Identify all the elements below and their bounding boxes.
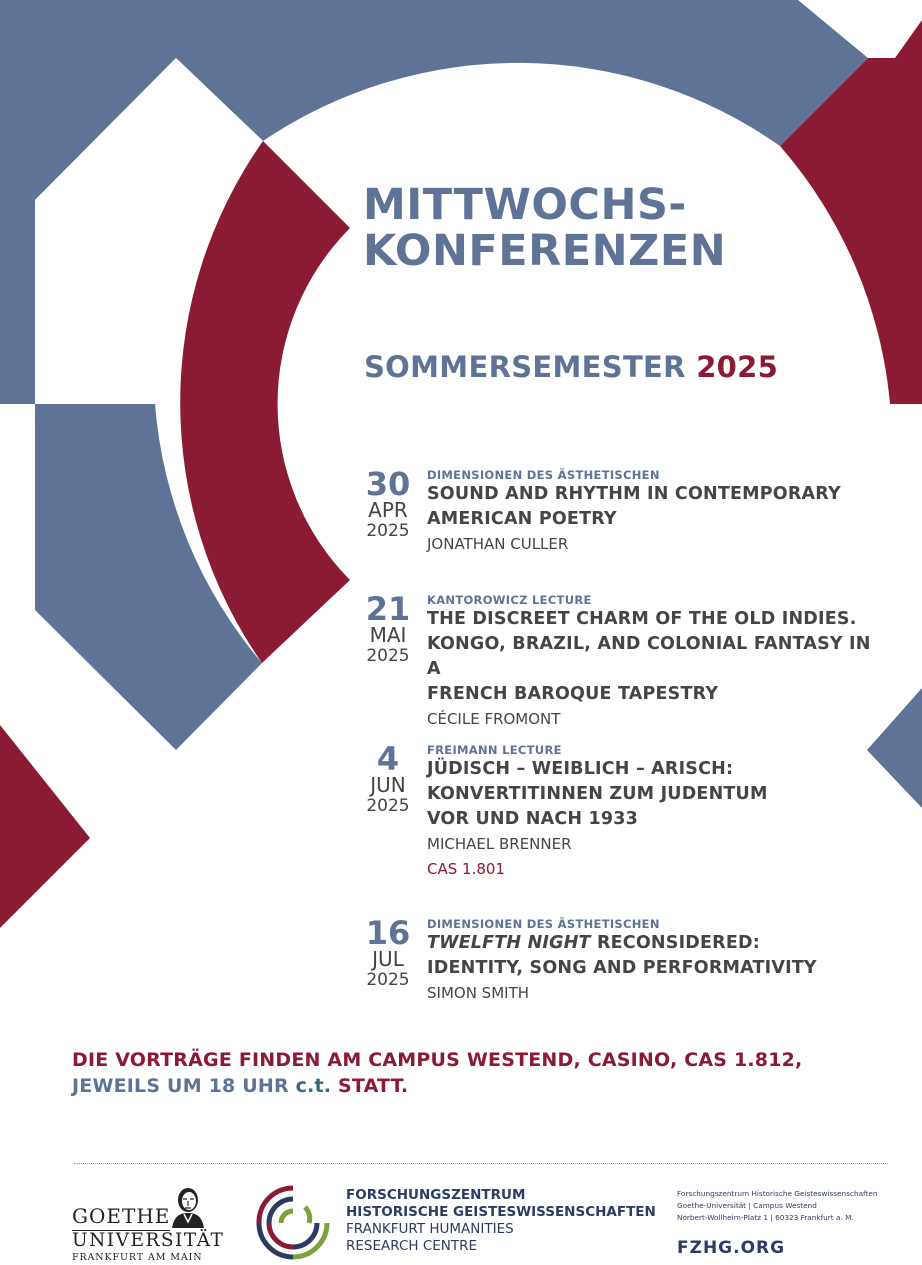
event-series: KANTOROWICZ LECTURE xyxy=(427,593,592,607)
event-date xyxy=(362,914,414,991)
fzhg-name-line: FRANKFURT HUMANITIES xyxy=(346,1221,514,1237)
event-title-line: VOR UND NACH 1933 xyxy=(427,809,639,829)
event-month: JUN xyxy=(370,773,406,797)
fzhg-name-line: HISTORISCHE GEISTESWISSENSCHAFTEN xyxy=(346,1204,656,1220)
event-year: 2025 xyxy=(366,796,410,816)
event-month: JUL xyxy=(372,947,404,971)
red-left-shape xyxy=(0,725,90,928)
event-title-line: KONGO, BRAZIL, AND COLONIAL FANTASY IN A xyxy=(427,634,871,679)
title-line-1: MITTWOCHS- xyxy=(363,180,687,230)
event-title-rest: RECONSIDERED: xyxy=(590,933,760,953)
event-title-line: AMERICAN POETRY xyxy=(427,509,617,529)
semester-year: 2025 xyxy=(696,350,779,384)
event-date xyxy=(362,465,414,542)
event-day: 30 xyxy=(365,465,411,503)
event-year: 2025 xyxy=(366,646,410,666)
event-day: 4 xyxy=(376,740,400,778)
title-line-2: KONFERENZEN xyxy=(363,226,727,276)
event-info xyxy=(427,743,887,881)
event-speaker: SIMON SMITH xyxy=(427,984,530,1002)
page-title xyxy=(363,182,726,274)
venue-statt: STATT. xyxy=(331,1075,409,1097)
address-line: Goethe-Universität | Campus Westend xyxy=(677,1201,817,1210)
event-date xyxy=(362,590,414,667)
contact-address xyxy=(677,1188,877,1224)
venue-line-1: DIE VORTRÄGE FINDEN AM CAMPUS WESTEND, CASINO, CAS 1.812, xyxy=(72,1049,803,1071)
event-title-line: IDENTITY, SONG AND PERFORMATIVITY xyxy=(427,958,817,978)
event-title-line: JÜDISCH – WEIBLICH – ARISCH: xyxy=(427,759,734,779)
event-info xyxy=(427,917,887,1006)
goethe-logo-word: UNIVERSITÄT xyxy=(72,1230,225,1251)
footer-divider xyxy=(74,1163,888,1164)
address-line: Norbert-Wollheim-Platz 1 | 60323 Frankfurt a. M. xyxy=(677,1213,854,1222)
event-room: CAS 1.801 xyxy=(427,860,505,878)
event-month: APR xyxy=(368,498,408,522)
goethe-university-logo xyxy=(72,1186,225,1264)
event-title-line: THE DISCREET CHARM OF THE OLD INDIES. xyxy=(427,609,857,629)
venue-time: JEWEILS UM 18 UHR xyxy=(72,1075,296,1097)
event-title-line: FRENCH BAROQUE TAPESTRY xyxy=(427,684,719,704)
fzhg-name-line: FORSCHUNGSZENTRUM xyxy=(346,1187,526,1203)
event-speaker: CÉCILE FROMONT xyxy=(427,710,561,728)
event-series: DIMENSIONEN DES ÄSTHETISCHEN xyxy=(427,468,660,482)
website-link[interactable]: FZHG.ORG xyxy=(677,1238,786,1258)
venue-ct: c.t. xyxy=(295,1075,332,1097)
event-date xyxy=(362,740,414,817)
event-day: 16 xyxy=(365,914,411,952)
event-year: 2025 xyxy=(366,521,410,541)
event-day: 21 xyxy=(365,590,411,628)
event-month: MAI xyxy=(369,623,407,647)
event-speaker: JONATHAN CULLER xyxy=(427,535,569,553)
fzhg-name xyxy=(346,1187,656,1255)
event-title-line: SOUND AND RHYTHM IN CONTEMPORARY xyxy=(427,484,841,504)
fzhg-logo-icon xyxy=(253,1183,333,1261)
event-info xyxy=(427,468,887,557)
semester-label: SOMMERSEMESTER xyxy=(364,350,686,384)
fzhg-name-line: RESEARCH CENTRE xyxy=(346,1238,478,1254)
venue-line-2 xyxy=(72,1073,802,1099)
semester-heading xyxy=(364,350,778,384)
event-title-italic: TWELFTH NIGHT xyxy=(427,933,591,953)
event-title-line: KONVERTITINNEN ZUM JUDENTUM xyxy=(427,784,768,804)
event-speaker: MICHAEL BRENNER xyxy=(427,835,572,853)
goethe-portrait-icon xyxy=(168,1186,208,1228)
goethe-logo-word: FRANKFURT AM MAIN xyxy=(72,1252,203,1263)
address-line: Forschungszentrum Historische Geisteswissenschaften xyxy=(677,1189,878,1198)
event-series: DIMENSIONEN DES ÄSTHETISCHEN xyxy=(427,917,660,931)
goethe-logo-word: GOETHE xyxy=(72,1204,171,1228)
event-series: FREIMANN LECTURE xyxy=(427,743,562,757)
event-info xyxy=(427,593,887,732)
event-year: 2025 xyxy=(366,970,410,990)
venue-notice xyxy=(72,1047,802,1099)
event-title-line xyxy=(427,931,887,956)
